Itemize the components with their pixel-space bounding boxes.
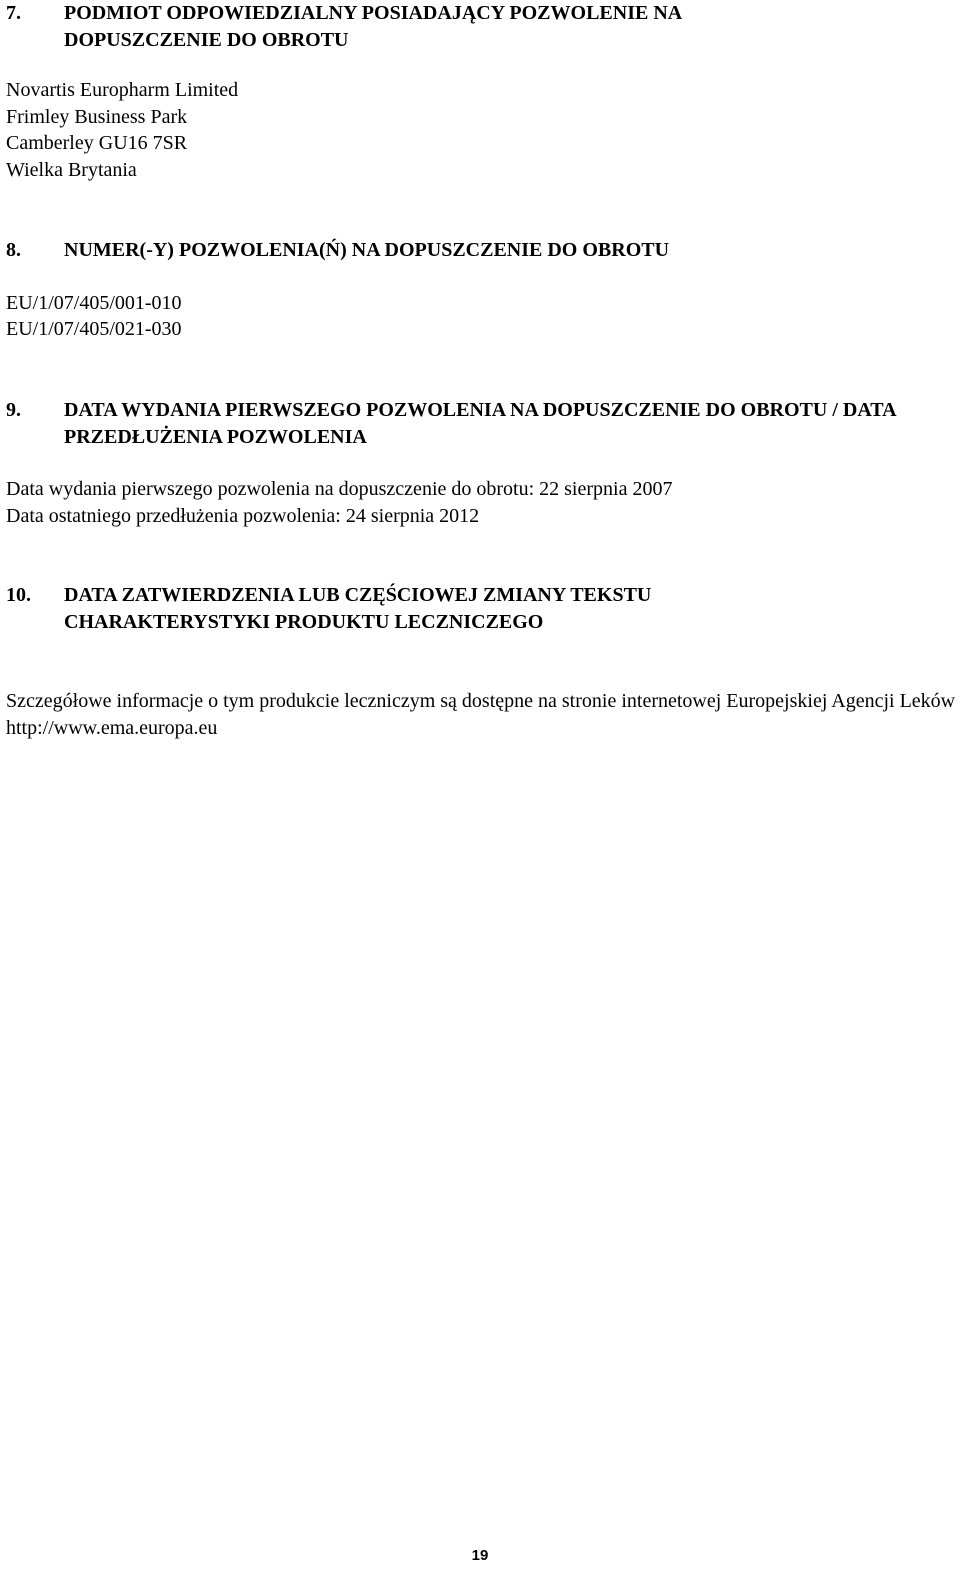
address-line: Novartis Europharm Limited: [6, 79, 239, 101]
dates-block: [6, 476, 956, 529]
section-7: [6, 0, 956, 183]
address-line: Camberley GU16 7SR: [6, 132, 188, 154]
section-title: DATA ZATWIERDZENIA LUB CZĘŚCIOWEJ ZMIANY TEKSTU CHARAKTERYSTYKI PRODUKTU LECZNICZEGO: [64, 584, 652, 633]
section-title: DATA WYDANIA PIERWSZEGO POZWOLENIA NA DOPUSZCZENIE DO OBROTU / DATA PRZEDŁUŻENIA POZWOLENIA: [64, 399, 896, 448]
section-9: [6, 397, 956, 529]
section-10: [6, 582, 956, 741]
section-number: 9.: [6, 399, 21, 421]
page-number: 19: [471, 1547, 489, 1564]
address-block: [6, 77, 956, 183]
address-line: Wielka Brytania: [6, 158, 137, 181]
section-heading: [6, 237, 956, 264]
renewal-date: Data ostatniego przedłużenia pozwolenia: 24 sierpnia 2012: [6, 504, 480, 527]
section-heading: [6, 582, 826, 635]
section-number: 7.: [6, 2, 21, 24]
section-number: 8.: [6, 239, 21, 261]
section-8: [6, 237, 956, 343]
section-title: NUMER(-Y) POZWOLENIA(Ń) NA DOPUSZCZENIE DO OBROTU: [64, 239, 670, 261]
section-heading: [6, 397, 956, 450]
section-heading: [6, 0, 806, 53]
revision-info-paragraph: Szczegółowe informacje o tym produkcie leczniczym są dostępne na stronie internetowej Europejskiej Agencji Leków http://www.ema.europa.eu: [6, 690, 956, 739]
first-authorisation-date: Data wydania pierwszego pozwolenia na dopuszczenie do obrotu: 22 sierpnia 2007: [6, 478, 673, 500]
authorisation-number: EU/1/07/405/021-030: [6, 318, 182, 340]
authorisation-number: EU/1/07/405/001-010: [6, 291, 182, 314]
section-title: PODMIOT ODPOWIEDZIALNY POSIADAJĄCY POZWOLENIE NA DOPUSZCZENIE DO OBROTU: [64, 2, 682, 51]
section-number: 10.: [6, 584, 31, 606]
address-line: Frimley Business Park: [6, 105, 188, 128]
authorisation-numbers: [6, 290, 956, 343]
